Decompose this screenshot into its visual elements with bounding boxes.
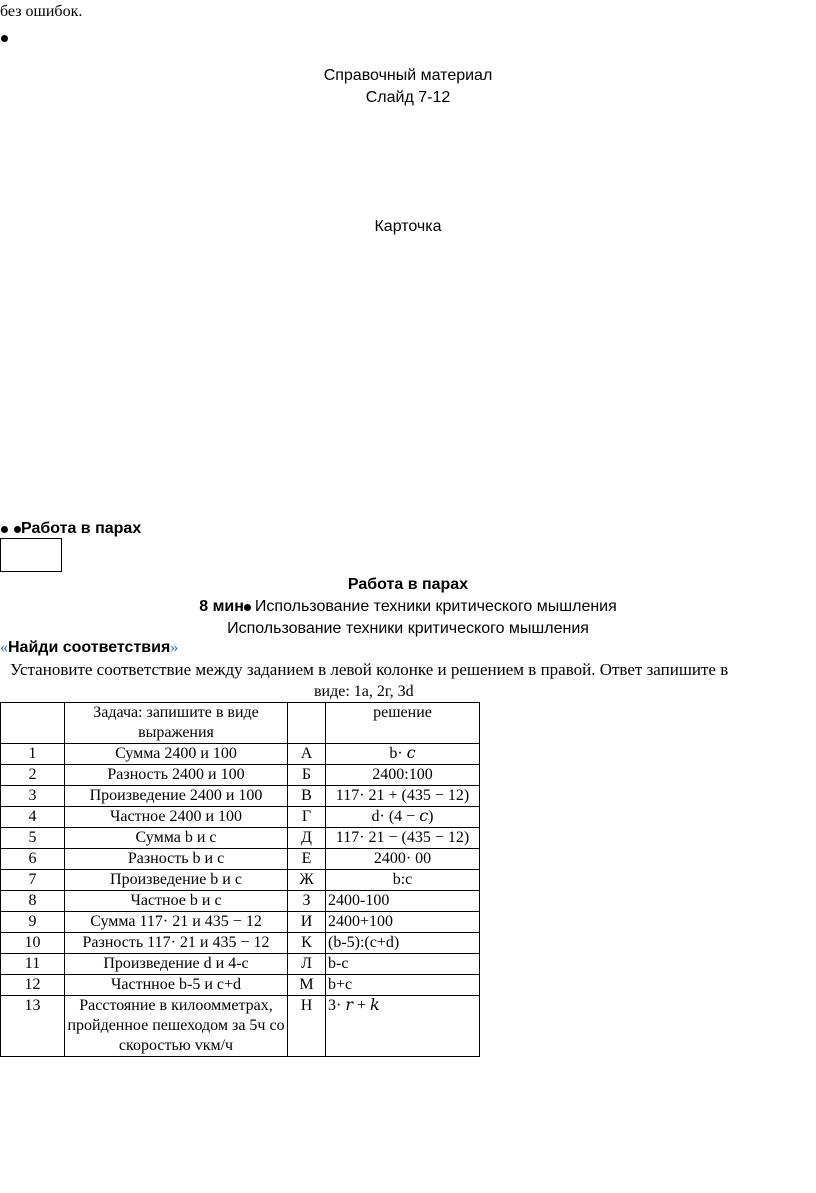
pair-work-small: Работа в парах xyxy=(21,520,142,537)
empty-box xyxy=(0,538,62,572)
row-letter: В xyxy=(288,786,326,807)
table-row xyxy=(1,849,480,870)
row-number: 3 xyxy=(1,786,65,807)
row-number: 5 xyxy=(1,828,65,849)
row-solution: b· 𝑐 xyxy=(326,744,480,765)
row-solution: d· (4 − 𝑐) xyxy=(326,807,480,828)
row-solution: 2400:100 xyxy=(326,765,480,786)
row-letter: Д xyxy=(288,828,326,849)
row-number: 4 xyxy=(1,807,65,828)
row-number: 7 xyxy=(1,870,65,891)
task-title-text: Найди соответствия xyxy=(8,639,171,656)
instruction-line-1: Установите соответствие между заданием в левой колонке и решением в правой. Ответ запишите в xyxy=(10,660,729,679)
header-letter-cell xyxy=(288,703,326,744)
header-num-cell xyxy=(1,703,65,744)
row-task: Частное 2400 и 100 xyxy=(65,807,288,828)
row-letter: Б xyxy=(288,765,326,786)
table-row xyxy=(1,744,480,765)
row-number: 2 xyxy=(1,765,65,786)
table-row xyxy=(1,786,480,807)
table-row xyxy=(1,933,480,954)
row-number: 10 xyxy=(1,933,65,954)
row-number: 12 xyxy=(1,975,65,996)
row-letter: Е xyxy=(288,849,326,870)
table-row xyxy=(1,828,480,849)
row-solution: 117· 21 − (435 − 12) xyxy=(326,828,480,849)
row-number: 1 xyxy=(1,744,65,765)
row-task: Частное b и с xyxy=(65,891,288,912)
technique-line xyxy=(0,597,816,616)
technique-1: Использование техники критического мышления xyxy=(254,598,617,615)
open-quote: « xyxy=(0,639,8,656)
bullet-icon xyxy=(1,526,8,533)
technique-2: Использование техники критического мышления xyxy=(227,620,589,637)
row-letter: М xyxy=(288,975,326,996)
row-task: Разность 2400 и 100 xyxy=(65,765,288,786)
time-label: 8 мин xyxy=(199,598,244,615)
row-letter: А xyxy=(288,744,326,765)
table-row xyxy=(1,870,480,891)
task-title xyxy=(0,638,178,657)
row-solution: (b-5):(c+d) xyxy=(326,933,480,954)
row-number: 11 xyxy=(1,954,65,975)
pair-work-title: Работа в парах xyxy=(347,576,469,593)
matching-table xyxy=(0,702,480,1057)
bullet-icon xyxy=(14,526,21,533)
row-letter: Г xyxy=(288,807,326,828)
row-task: Расстояние в килоомметрах, пройденное пешеходом за 5ч со скоростью vкм/ч xyxy=(65,996,288,1057)
row-task: Произведение d и 4-с xyxy=(65,954,288,975)
reference-slides: Слайд 7-12 xyxy=(365,89,451,106)
row-task: Сумма 2400 и 100 xyxy=(65,744,288,765)
header-solution: решение xyxy=(326,703,480,744)
bullet-icon xyxy=(1,28,8,47)
row-solution: b:c xyxy=(326,870,480,891)
row-letter: Л xyxy=(288,954,326,975)
row-letter: З xyxy=(288,891,326,912)
row-solution: 2400-100 xyxy=(326,891,480,912)
row-letter: И xyxy=(288,912,326,933)
close-quote: » xyxy=(170,639,179,656)
row-number: 6 xyxy=(1,849,65,870)
row-solution: b-c xyxy=(326,954,480,975)
row-number: 13 xyxy=(1,996,65,1057)
header-task: Задача: запишите в виде выражения xyxy=(65,703,288,744)
instruction-line-2: виде: 1а, 2г, 3d xyxy=(314,683,414,700)
table-row xyxy=(1,975,480,996)
row-solution: 117· 21 + (435 − 12) xyxy=(326,786,480,807)
table-row xyxy=(1,807,480,828)
row-task: Произведение b и с xyxy=(65,870,288,891)
row-task: Частнное b-5 и c+d xyxy=(65,975,288,996)
row-letter: К xyxy=(288,933,326,954)
reference-title: Справочный материал xyxy=(323,67,493,84)
top-text: без ошибок. xyxy=(0,3,83,20)
row-solution: 3· 𝑟 + 𝑘 xyxy=(326,996,480,1057)
row-solution: 2400· 00 xyxy=(326,849,480,870)
row-number: 8 xyxy=(1,891,65,912)
table-row xyxy=(1,912,480,933)
row-task: Произведение 2400 и 100 xyxy=(65,786,288,807)
row-task: Разность b и с xyxy=(65,849,288,870)
table-row xyxy=(1,891,480,912)
row-letter: Н xyxy=(288,996,326,1057)
row-solution: b+c xyxy=(326,975,480,996)
table-header-row xyxy=(1,703,480,744)
bullet-icon xyxy=(244,604,251,611)
table-row xyxy=(1,954,480,975)
row-task: Разность 117· 21 и 435 − 12 xyxy=(65,933,288,954)
pair-work-heading xyxy=(1,519,141,538)
table-row xyxy=(1,996,480,1057)
row-task: Сумма 117· 21 и 435 − 12 xyxy=(65,912,288,933)
row-number: 9 xyxy=(1,912,65,933)
row-letter: Ж xyxy=(288,870,326,891)
row-task: Сумма b и с xyxy=(65,828,288,849)
row-solution: 2400+100 xyxy=(326,912,480,933)
table-row xyxy=(1,765,480,786)
card-label: Карточка xyxy=(374,218,442,235)
